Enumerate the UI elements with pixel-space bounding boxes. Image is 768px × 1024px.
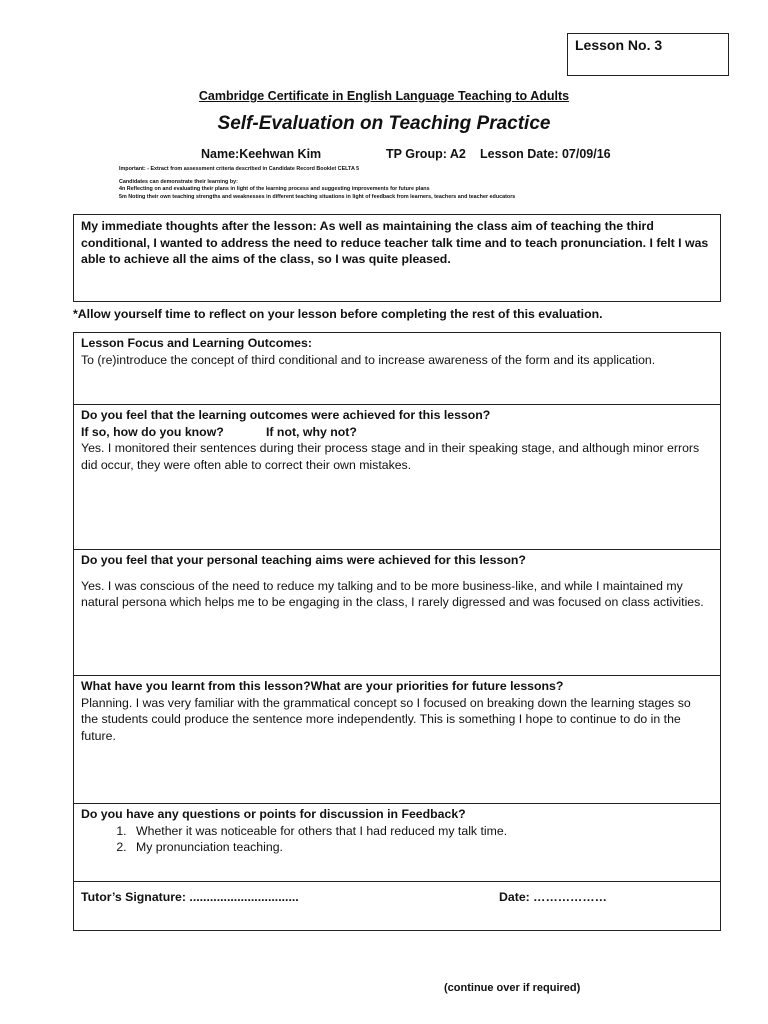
outcomes-sub-b: If not, why not? — [266, 424, 357, 439]
outcomes-answer: Yes. I monitored their sentences during their process stage and in their speaking stage, and although minor errors did occur, they were often able to correct their own mistakes. — [81, 441, 700, 472]
aims-answer-line-2: natural persona which helps me to be engaging in the class, I rarely digressed and was focused on class activities. — [81, 595, 704, 609]
lesson-number: Lesson No. 3 — [575, 37, 663, 53]
continue-note: (continue over if required) — [444, 982, 581, 994]
course-title: Cambridge Certificate in English Language Teaching to Adults — [198, 89, 570, 103]
fine-print-4n: 4n Reflecting on and evaluating their plans in light of the learning process and suggesting improvements for future plans — [119, 186, 430, 192]
signature-section — [74, 882, 720, 931]
aims-answer-line-1: Yes. I was conscious of the need to reduce my talking and to be more business-like, and while I maintained my — [81, 578, 683, 593]
aims-question: Do you feel that your personal teaching aims were achieved for this lesson? — [81, 553, 526, 567]
lesson-date: Lesson Date: 07/09/16 — [480, 147, 611, 161]
tutor-signature: Tutor’s Signature: ................................ — [81, 890, 299, 904]
immediate-thoughts-box — [73, 214, 721, 302]
learnt-question: What have you learnt from this lesson?What are your priorities for future lessons? — [81, 679, 564, 693]
focus-section — [74, 333, 720, 405]
aims-section — [74, 550, 720, 676]
fine-print-5m: 5m Noting their own teaching strengths and weaknesses in different teaching situations in light of feedback from learners, teachers and teacher educators — [119, 194, 516, 200]
list-item: 2. My pronunciation teaching. — [130, 839, 713, 856]
list-item: 1. Whether it was noticeable for others that I had reduced my talk time. — [130, 823, 713, 840]
questions-list — [81, 823, 713, 856]
lesson-number-box — [567, 33, 729, 76]
questions-section — [74, 804, 720, 882]
focus-question: Lesson Focus and Learning Outcomes: — [81, 336, 312, 350]
evaluation-table — [73, 332, 721, 931]
learnt-answer-line-1: Planning. I was very familiar with the grammatical concept so I focused on breaking down the learning stages so — [81, 695, 691, 710]
tp-group: TP Group: A2 — [386, 147, 466, 161]
outcomes-subquestions — [81, 424, 713, 441]
reflection-note: *Allow yourself time to reflect on your lesson before completing the rest of this evaluation. — [73, 307, 603, 321]
fine-print-important: Important: - Extract from assessment criteria described in Candidate Record Booklet CELTA 5 — [119, 166, 360, 172]
page-title: Self-Evaluation on Teaching Practice — [217, 113, 551, 134]
candidate-name: Name:Keehwan Kim — [201, 147, 322, 161]
focus-answer: To (re)introduce the concept of third conditional and to increase awareness of the form and its application. — [81, 352, 656, 367]
signature-date: Date: ……………… — [499, 890, 607, 904]
outcomes-question: Do you feel that the learning outcomes were achieved for this lesson? — [81, 408, 491, 422]
learnt-answer-line-2: the students could produce the sentence more independently. This is something I hope to continue to do in the — [81, 712, 681, 726]
learnt-section — [74, 676, 720, 804]
immediate-thoughts-text: My immediate thoughts after the lesson: As well as maintaining the class aim of teaching the third conditional, I wanted to address the need to reduce teacher talk time and to teach pronunciation. I felt I was able to achieve all the aims of the class, so I was quite pleased. — [81, 219, 709, 266]
questions-question: Do you have any questions or points for discussion in Feedback? — [81, 807, 466, 821]
outcomes-sub-a: If so, how do you know? — [81, 424, 224, 439]
fine-print-candidates: Candidates can demonstrate their learning by: — [119, 179, 238, 185]
learnt-answer-line-3: future. — [81, 728, 116, 743]
outcomes-section — [74, 405, 720, 550]
